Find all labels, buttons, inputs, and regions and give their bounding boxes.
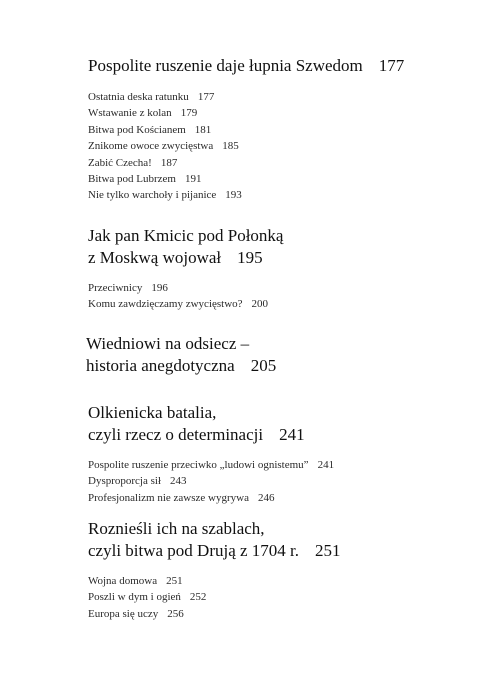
chapter-title-text: czyli rzecz o determinacji <box>88 425 264 444</box>
chapter-title-line <box>88 247 480 269</box>
chapter-heading <box>0 402 480 446</box>
chapter-title-text: Jak pan Kmicic pod Połonką <box>88 226 284 245</box>
chapter-heading <box>0 225 480 269</box>
entry-title: Profesjonalizm nie zawsze wygrywa <box>88 491 249 504</box>
toc-entry <box>88 473 480 489</box>
entry-title: Wstawanie z kolan <box>88 107 172 120</box>
toc-entry <box>88 171 480 187</box>
chapter-title-line <box>88 225 480 247</box>
entry-title: Komu zawdzięczamy zwycięstwo? <box>88 298 243 311</box>
entry-title: Zabić Czecha! <box>88 156 152 169</box>
chapter-title-line <box>88 540 480 562</box>
entry-page-number: 243 <box>170 475 187 488</box>
entry-page-number: 179 <box>180 107 198 120</box>
section-list <box>0 280 480 313</box>
entry-page-number: 187 <box>160 156 178 169</box>
toc-entry <box>88 89 480 105</box>
chapter-heading <box>0 518 480 562</box>
toc-chapter <box>0 225 480 313</box>
entry-title: Europa się uczy <box>88 607 159 620</box>
chapter-title-line <box>88 402 480 424</box>
chapter-page-number: 195 <box>237 248 263 267</box>
chapter-heading <box>0 333 480 377</box>
entry-title: Wojna domowa <box>88 575 158 587</box>
entry-title: Dysproporcja sił <box>88 475 162 488</box>
chapter-title-text: Roznieśli ich na szablach, <box>88 519 265 538</box>
toc-entry <box>88 187 480 203</box>
toc-chapter <box>0 333 480 377</box>
entry-title: Pospolite ruszenie przeciwko „ludowi ognistemu” <box>88 459 309 471</box>
entry-title: Znikome owoce zwycięstwa <box>88 140 214 153</box>
entry-page-number: 185 <box>222 140 239 153</box>
section-list <box>0 573 480 622</box>
chapter-title-text: czyli bitwa pod Drują z 1704 r. <box>88 541 300 560</box>
toc-chapter <box>0 55 480 204</box>
toc-entry <box>88 606 480 622</box>
entry-title: Przeciwnicy <box>88 282 143 294</box>
chapter-page-number: 205 <box>250 356 277 375</box>
toc-entry <box>88 490 480 506</box>
chapter-title-text: Pospolite ruszenie daje łupnia Szwedom <box>88 56 363 75</box>
toc-entry <box>88 457 480 473</box>
entry-page-number: 200 <box>251 298 269 311</box>
entry-page-number: 196 <box>151 282 168 294</box>
chapter-title-text: historia anegdotyczna <box>86 356 235 375</box>
toc-entry <box>88 573 480 589</box>
chapter-page-number: 251 <box>315 541 341 560</box>
chapter-page-number: 241 <box>279 425 305 444</box>
toc-entry <box>88 138 480 154</box>
entry-title: Bitwa pod Lubrzem <box>88 173 176 186</box>
toc-entry <box>88 296 480 312</box>
toc-entry <box>88 122 480 138</box>
chapter-title-line <box>88 424 480 446</box>
toc-entry <box>88 155 480 171</box>
chapter-heading <box>0 55 480 77</box>
toc-entry <box>88 280 480 296</box>
entry-page-number: 177 <box>197 91 215 103</box>
chapter-title-text: z Moskwą wojował <box>88 248 222 267</box>
entry-page-number: 256 <box>167 607 184 620</box>
entry-title: Poszli w dym i ogień <box>88 591 181 604</box>
section-list <box>0 89 480 204</box>
entry-page-number: 193 <box>225 189 242 202</box>
entry-title: Ostatnia deska ratunku <box>88 91 189 103</box>
chapter-page-number: 177 <box>378 56 405 75</box>
entry-page-number: 181 <box>194 123 212 136</box>
chapter-title-line <box>88 518 480 540</box>
chapter-title-line <box>86 333 480 355</box>
chapter-title-text: Olkienicka batalia, <box>88 403 217 422</box>
entry-page-number: 241 <box>317 459 335 471</box>
entry-page-number: 251 <box>166 575 183 587</box>
section-list <box>0 457 480 506</box>
entry-title: Bitwa pod Kościanem <box>88 123 186 136</box>
entry-title: Nie tylko warchoły i pijanice <box>88 189 217 202</box>
chapter-title-line <box>88 55 480 77</box>
toc-entry <box>88 589 480 605</box>
toc-chapter <box>0 518 480 622</box>
toc-entry <box>88 105 480 121</box>
toc-chapter <box>0 402 480 506</box>
chapter-title-line <box>86 355 480 377</box>
chapter-title-text: Wiedniowi na odsiecz – <box>86 334 250 353</box>
entry-page-number: 252 <box>189 591 207 604</box>
entry-page-number: 246 <box>257 491 275 504</box>
entry-page-number: 191 <box>184 173 202 186</box>
